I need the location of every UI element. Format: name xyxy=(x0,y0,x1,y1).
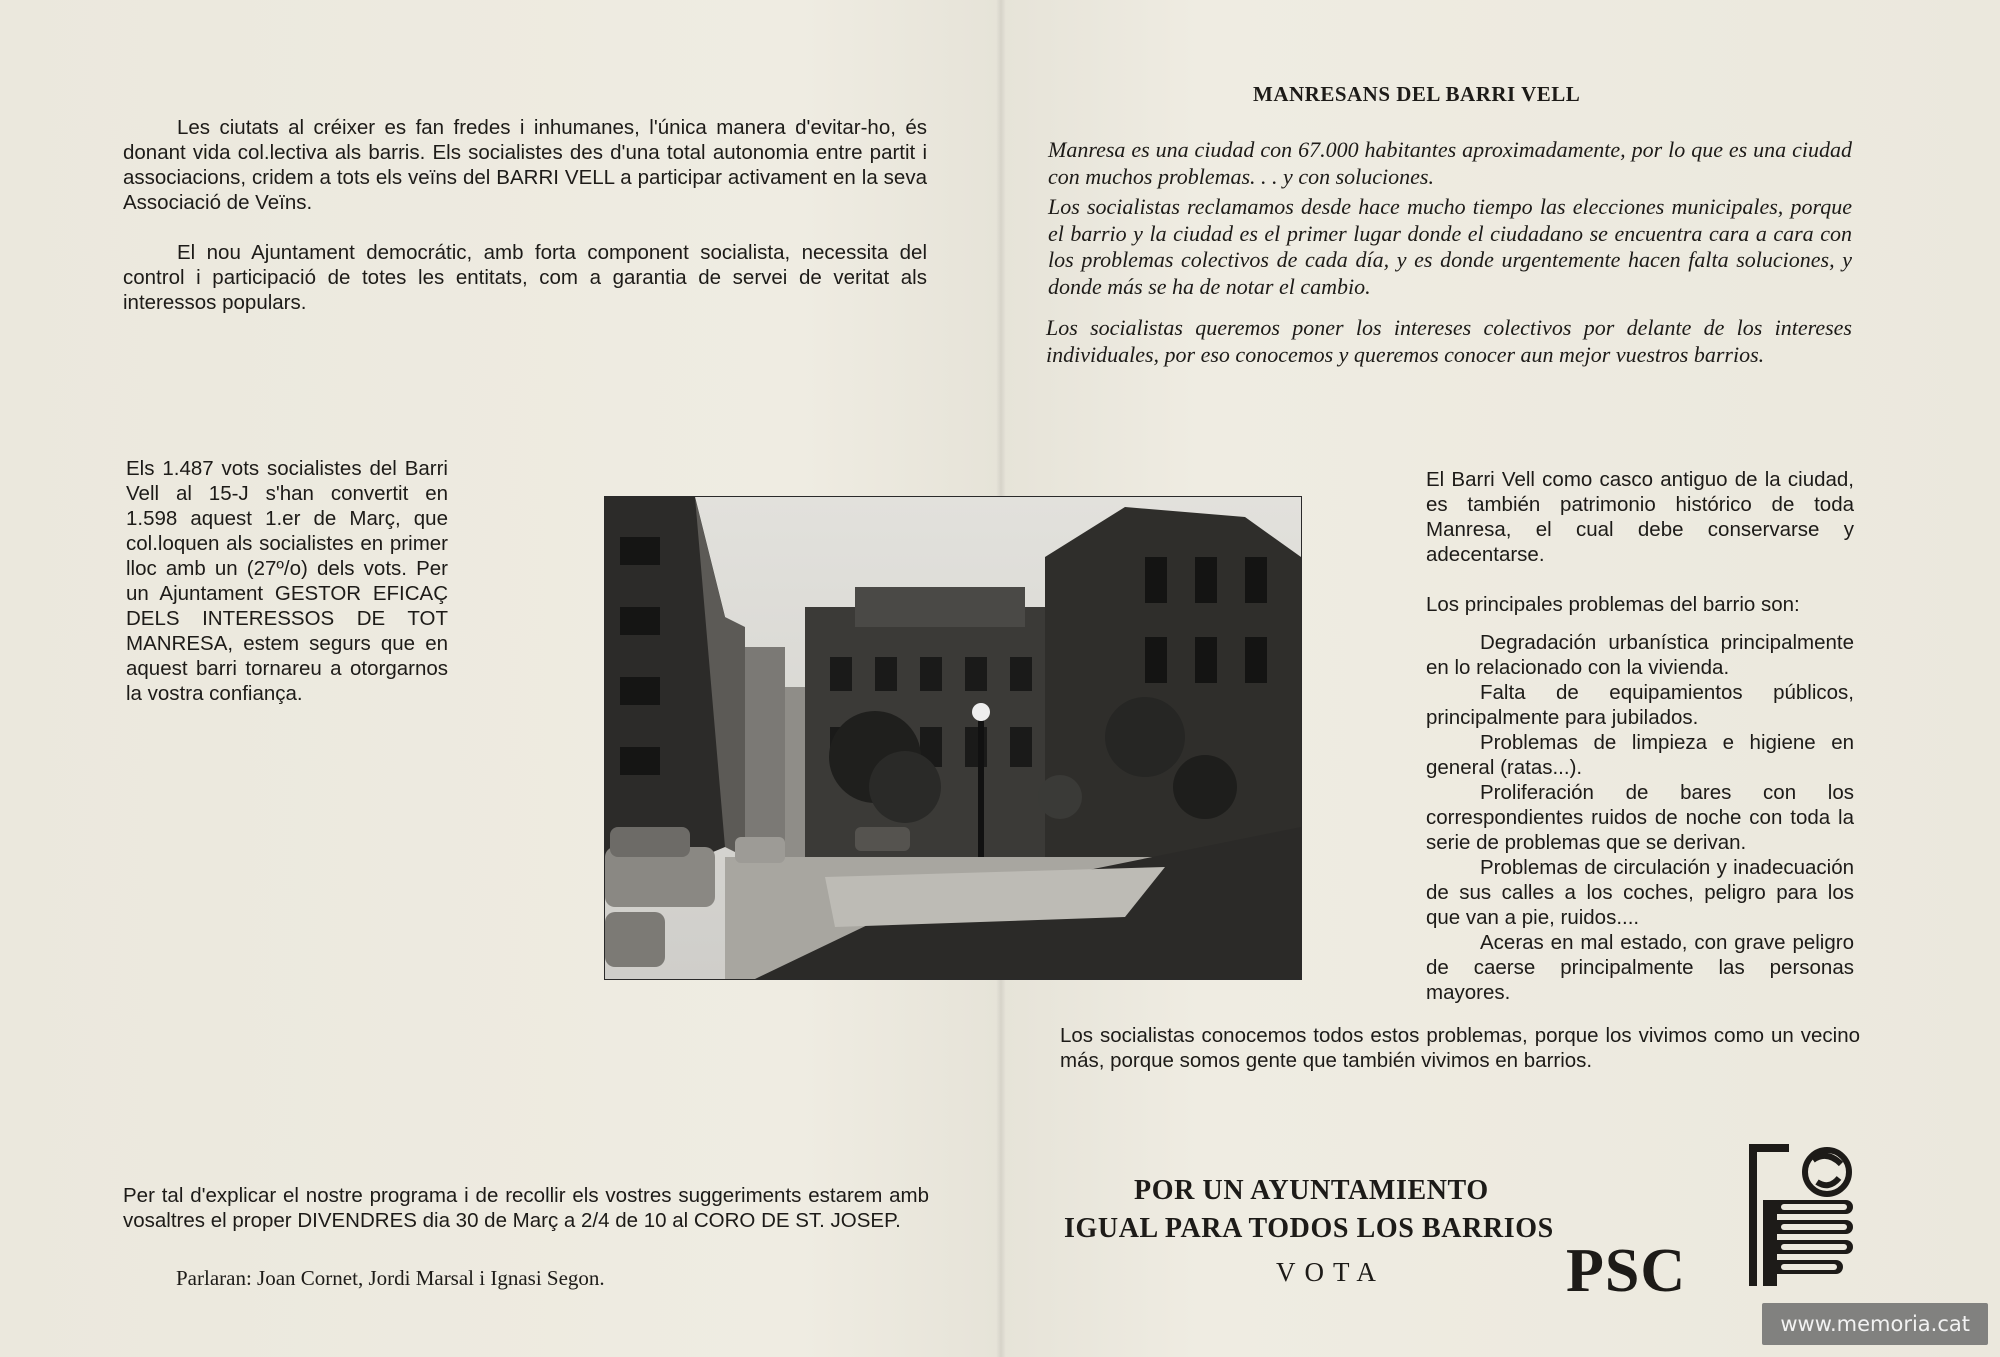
list-item: Degradación urbanística principalmente en lo relacionado con la vivienda. xyxy=(1426,631,1854,679)
heritage-paragraph: El Barri Vell como casco antiguo de la ciudad, es también patrimonio histórico de toda Manresa, el cual debe conservarse y adecentarse. xyxy=(1426,468,1854,566)
italic-paragraph-3: Los socialistas queremos poner los intereses colectivos por delante de los intereses individuales, por eso conocemos y queremos conocer aun mejor vuestros barrios. xyxy=(1046,315,1852,367)
italic-paragraph-2: Los socialistas reclamamos desde hace mucho tiempo las elecciones municipales, porque el barrio y la ciudad es el primer lugar donde el ciudadano se encuentra cara a cara con los problemas colectivos de cada día, y es donde urgentemente hacen falta soluciones, y donde más se ha de notar el cambio. xyxy=(1048,194,1852,299)
meeting-paragraph: Per tal d'explicar el nostre programa i de recollir els vostres suggeriments estarem amb vosaltres el proper DIVENDRES dia 30 de Març a 2/4 de 10 al CORO DE ST. JOSEP. xyxy=(123,1184,929,1232)
problems-heading: Los principales problemas del barrio son: xyxy=(1426,593,1800,616)
problems-list xyxy=(1426,630,1854,1005)
fist-and-rose-icon xyxy=(1745,1140,1865,1290)
party-name: PSC xyxy=(1566,1237,1687,1305)
page-title: MANRESANS DEL BARRI VELL xyxy=(1253,82,1581,106)
vota-label: VOTA xyxy=(1276,1257,1385,1287)
town-square-photo xyxy=(604,496,1302,980)
list-item: Problemas de limpieza e higiene en general (ratas...). xyxy=(1426,731,1854,779)
slogan-line-1: POR UN AYUNTAMIENTO xyxy=(1134,1175,1489,1206)
list-item: Falta de equipamientos públicos, principalmente para jubilados. xyxy=(1426,681,1854,729)
closing-paragraph: Los socialistas conocemos todos estos problemas, porque los vivimos como un vecino más, porque somos gente que también vivimos en barrios. xyxy=(1060,1024,1860,1072)
speakers-line: Parlaran: Joan Cornet, Jordi Marsal i Ignasi Segon. xyxy=(176,1266,605,1290)
list-item: Aceras en mal estado, con grave peligro de caerse principalmente las personas mayores. xyxy=(1426,931,1854,1004)
slogan-line-2: IGUAL PARA TODOS LOS BARRIOS xyxy=(1064,1213,1554,1244)
list-item: Proliferación de bares con los correspondientes ruidos de noche con toda la serie de problemas que se derivan. xyxy=(1426,781,1854,854)
italic-paragraph-1: Manresa es una ciudad con 67.000 habitantes aproximadamente, por lo que es una ciudad con muchos problemas. . . y con soluciones. xyxy=(1048,137,1852,189)
intro-paragraph-2: El nou Ajuntament democrátic, amb forta component socialista, necessita del control i participació de totes les entitats, com a garantia de servei de veritat als interessos populars. xyxy=(123,241,927,314)
votes-paragraph: Els 1.487 vots socialistes del Barri Vell al 15-J s'han convertit en 1.598 aquest 1.er de Març, que col.loquen als socialistes en primer lloc amb un (27º/o) dels vots. Per un Ajuntament GESTOR EFICAÇ DELS INTERESSOS DE TOT MANRESA, estem segurs que en aquest barri tornareu a otorgarnos la vostra confiança. xyxy=(126,457,448,705)
list-item: Problemas de circulación y inadecuación de sus calles a los coches, peligro para los que van a pie, ruidos.... xyxy=(1426,856,1854,929)
slogan xyxy=(1064,1172,1554,1248)
intro-paragraph-1: Les ciutats al créixer es fan fredes i inhumanes, l'única manera d'evitar-ho, és donant vida col.lectiva als barris. Els socialistes des d'una total autonomia entre partit i associacions, cridem a tots els veïns del BARRI VELL a participar activament en la seva Associació de Veïns. xyxy=(123,116,927,214)
watermark: www.memoria.cat xyxy=(1762,1303,1988,1345)
